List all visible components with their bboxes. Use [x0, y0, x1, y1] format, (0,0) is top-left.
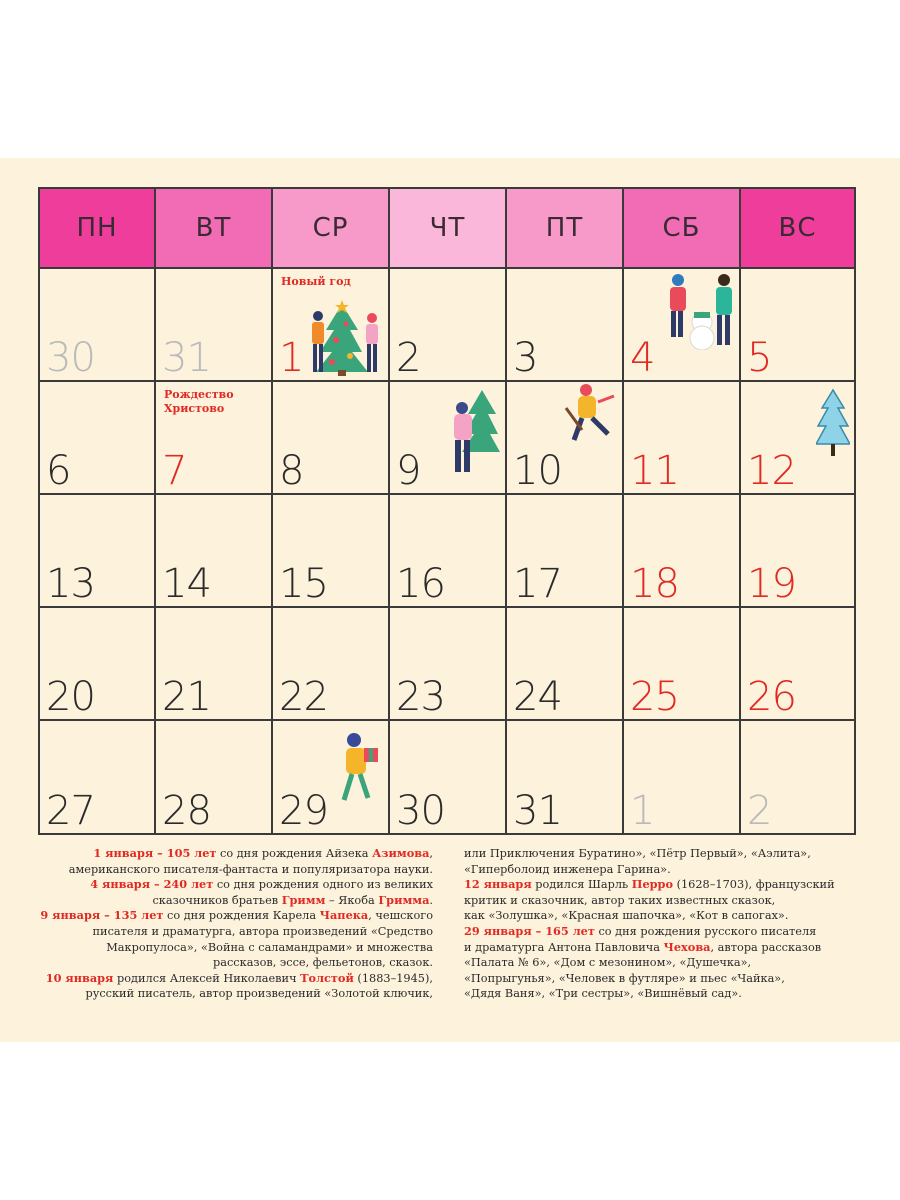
- week-row: [40, 721, 854, 833]
- note-text: родился Алексей Николаевич: [113, 971, 301, 985]
- day-cell: [624, 608, 741, 719]
- note-date: 10 января: [45, 970, 114, 985]
- note-name: Чехова: [663, 939, 711, 954]
- day-cell: [624, 382, 741, 493]
- day-number: 30: [396, 788, 445, 834]
- note-text: , американского писателя-фантаста и популяризатора науки.: [68, 847, 433, 876]
- family-christmas-tree-icon: [304, 300, 384, 378]
- day-number: 7: [162, 448, 187, 494]
- note-text: со дня рождения русского писателя и драматурга Антона Павловича: [464, 924, 817, 954]
- note-text: , автора рассказов «Палата № 6», «Дом с мезонином», «Душечка», «Попрыгунья», «Человек в футляре» и пьес «Чайка», «Дядя Ваня», «Три сестры», «Вишнёвый сад».: [464, 940, 822, 1001]
- anniversary-note: [464, 846, 884, 877]
- note-name: Гримма: [378, 892, 430, 907]
- day-number: 14: [162, 561, 211, 607]
- day-number: 25: [630, 674, 679, 720]
- note-text: со дня рождения Айзека: [216, 847, 373, 860]
- anniversary-notes-right: [464, 846, 884, 1002]
- day-cell: [40, 721, 156, 833]
- weekday-header: ЧТ: [390, 189, 507, 267]
- note-name: Чапека: [319, 908, 369, 923]
- holiday-label: Новый год: [281, 275, 351, 288]
- day-number: 1: [630, 788, 655, 834]
- weekday-header: СР: [273, 189, 390, 267]
- day-cell: [741, 495, 854, 606]
- weekday-header: ВС: [741, 189, 854, 267]
- anniversary-note: [20, 846, 433, 877]
- note-name: Толстой: [300, 970, 354, 985]
- day-number: 24: [513, 674, 562, 720]
- day-number: 8: [279, 448, 304, 494]
- day-cell: [507, 608, 624, 719]
- day-cell: [507, 269, 624, 380]
- weekday-header: ПН: [40, 189, 156, 267]
- anniversary-note: [20, 908, 433, 970]
- day-cell: [156, 608, 273, 719]
- day-number: 23: [396, 674, 445, 720]
- weekday-header-row: [40, 189, 854, 269]
- anniversary-note: [464, 877, 884, 924]
- day-cell: [624, 495, 741, 606]
- day-number: 28: [162, 788, 211, 834]
- note-date: 29 января – 165 лет: [464, 923, 595, 938]
- day-cell: [507, 721, 624, 833]
- day-cell: [390, 495, 507, 606]
- note-text: со дня рождения Карела: [163, 909, 320, 923]
- day-number: 10: [513, 448, 562, 494]
- day-number: 31: [162, 335, 211, 381]
- day-number: 5: [747, 335, 772, 381]
- day-number: 18: [630, 561, 679, 607]
- note-date: 1 января – 105 лет: [93, 846, 217, 860]
- fir-tree-icon: [816, 388, 850, 460]
- day-number: 26: [747, 674, 796, 720]
- day-cell: [390, 608, 507, 719]
- day-number: 31: [513, 788, 562, 834]
- day-number: 29: [279, 788, 328, 834]
- weekday-header: ВТ: [156, 189, 273, 267]
- anniversary-note: [20, 877, 433, 908]
- hockey-player-icon: [560, 382, 620, 452]
- note-name: Азимова: [372, 846, 430, 860]
- day-cell: [273, 495, 390, 606]
- day-cell: [741, 269, 854, 380]
- day-cell: [156, 382, 273, 493]
- day-cell: [40, 495, 156, 606]
- weekday-header: ПТ: [507, 189, 624, 267]
- day-cell: [40, 269, 156, 380]
- note-date: 12 января: [464, 877, 532, 892]
- day-cell: [741, 608, 854, 719]
- day-cell: [156, 495, 273, 606]
- note-date: 9 января – 135 лет: [40, 908, 164, 923]
- day-number: 2: [747, 788, 772, 834]
- week-row: [40, 608, 854, 721]
- note-name: Перро: [631, 877, 673, 892]
- week-row: [40, 495, 854, 608]
- day-cell: [273, 608, 390, 719]
- day-cell: [390, 721, 507, 833]
- week-row: [40, 382, 854, 495]
- day-number: 27: [46, 788, 95, 834]
- calendar-weeks: [40, 269, 854, 833]
- day-number: 13: [46, 561, 95, 607]
- note-text: (1883–1945), русский писатель, автор произведений «Золотой ключик,: [85, 971, 433, 1001]
- weekday-header: СБ: [624, 189, 741, 267]
- day-number: 15: [279, 561, 328, 607]
- day-number: 9: [396, 448, 421, 494]
- day-number: 22: [279, 674, 328, 720]
- day-cell: [624, 721, 741, 833]
- day-number: 17: [513, 561, 562, 607]
- day-number: 2: [396, 335, 421, 381]
- note-text: , чешского писателя и драматурга, автора произведений «Средство Макропулоса», «Война с саламандрами» и множества рассказов, эссе, фельетонов, сказок.: [92, 909, 433, 970]
- day-number: 4: [630, 335, 655, 381]
- day-cell: [741, 721, 854, 833]
- day-number: 6: [46, 448, 71, 494]
- day-number: 12: [747, 448, 796, 494]
- day-cell: [156, 269, 273, 380]
- note-text: или Приключения Буратино», «Пётр Первый», «Аэлита», «Гиперболоид инженера Гарина».: [464, 847, 811, 876]
- day-number: 21: [162, 674, 211, 720]
- note-text: со дня рождения одного из великих сказочников братьев: [152, 878, 433, 907]
- note-date: 4 января – 240 лет: [90, 877, 214, 892]
- anniversary-notes-left: [20, 846, 433, 1002]
- day-number: 19: [747, 561, 796, 607]
- person-carrying-tree-icon: [448, 388, 500, 476]
- note-text: родился Шарль: [531, 878, 632, 892]
- day-number: 1: [279, 335, 304, 381]
- day-cell: [40, 608, 156, 719]
- day-cell: [390, 269, 507, 380]
- day-cell: [156, 721, 273, 833]
- day-cell: [507, 495, 624, 606]
- note-text: (1628–1703), французский критик и сказочник, автор таких известных сказок, как «Золушка», «Красная шапочка», «Кот в сапогах».: [464, 878, 835, 923]
- day-cell: [40, 382, 156, 493]
- anniversary-note: [20, 971, 433, 1002]
- day-number: 11: [630, 448, 679, 494]
- day-number: 20: [46, 674, 95, 720]
- day-cell: [273, 382, 390, 493]
- day-number: 16: [396, 561, 445, 607]
- girl-with-gift-icon: [336, 732, 384, 804]
- snowman-kids-icon: [664, 272, 740, 350]
- holiday-label: Рождество Христово: [164, 388, 234, 415]
- note-text: – Якоба: [325, 893, 379, 907]
- note-name: Гримм: [281, 892, 326, 907]
- anniversary-note: [464, 924, 884, 1002]
- day-number: 3: [513, 335, 538, 381]
- day-number: 30: [46, 335, 95, 381]
- note-text: .: [429, 893, 433, 907]
